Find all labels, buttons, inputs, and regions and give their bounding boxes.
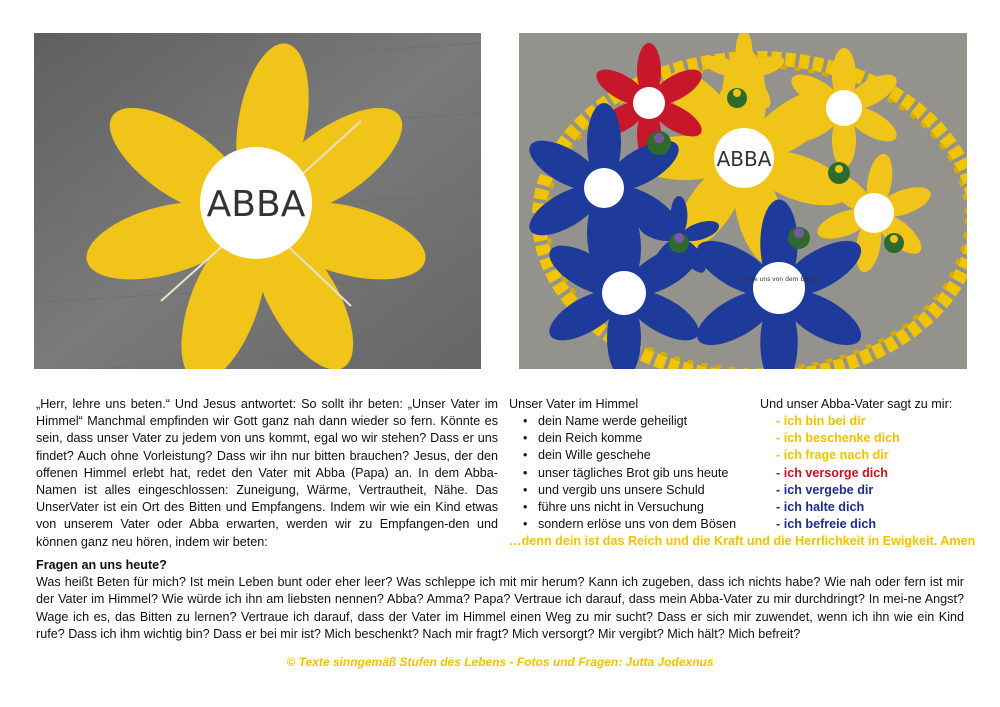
prayer-line-text: führe uns nicht in Versuchung [538,499,704,514]
prayer-ending: …denn dein ist das Reich und die Kraft und die Herrlichkeit in Ewigkeit. Amen [509,534,976,548]
abba-answer: - ich frage nach dir [776,448,889,463]
credit-line: © Texte sinngemäß Stufen des Lebens - Fotos und Fragen: Jutta Jodexnus [286,655,714,669]
abba-answer: - ich versorge dich [776,465,888,480]
prayer-heading: Unser Vater im Himmel [509,397,639,411]
abba-answer: - ich vergebe dir [776,482,874,497]
prayer-line-text: unser tägliches Brot gib uns heute [538,465,729,480]
questions-section [36,557,964,643]
prayer-line [509,482,969,499]
prayer-line-text: und vergib uns unsere Schuld [538,482,705,497]
photo-flower-circle [519,33,967,369]
prayer-line [509,499,969,516]
bullet-icon: • [523,431,528,446]
questions-heading: Fragen an uns heute? [36,558,167,572]
prayer-line [509,516,969,533]
prayer-line [509,430,969,447]
right-abba-label: ABBA [716,147,772,171]
questions-text: Was heißt Beten für mich? Ist mein Leben bunt oder eher leer? Was schleppe ich mit mir herum? Kann ich zugeben, dass ich nichts habe? Wie nah oder fern ist mir der Vater im Himmel? Wie würde ich ihn am liebsten nennen? Abba? Amma? Papa? Vertraue ich darauf, dass mein Abba-Vater zu mir durchdringt? In mei-ne Angst? Wage ich es, das Bitten zu lernen? Vertraue ich darauf, dass der Vater im Himmel einen Weg zu mir sucht? Dass er sich mir zuwendet, wenn ich ihn wie ein Kind rufe? Dass ich ihm wichtig bin? Dass er bei mir ist? Mich beschenkt? Nach mir fragt? Mich versorgt? Mir vergibt? Mich hält? Mich befreit? [36,575,964,641]
prayer-line-text: sondern erlöse uns von dem Bösen [538,517,737,532]
abba-answer: - ich bin bei dir [776,414,866,428]
bullet-icon: • [523,517,528,532]
bullet-icon: • [523,482,528,497]
abba-answer: - ich halte dich [776,499,865,514]
intro-text-block [36,396,498,551]
abba-answer: - ich beschenke dich [776,431,900,446]
abba-heading: Und unser Abba-Vater sagt zu mir: [760,397,953,411]
abba-answer: - ich befreie dich [776,517,877,532]
note-label: Erlöse uns von dem Bösen [739,276,819,283]
bullet-icon: • [523,448,528,463]
prayer-list [509,413,969,533]
prayer-line [509,465,969,482]
bullet-icon: • [523,414,528,428]
prayer-line [509,413,969,430]
bullet-icon: • [523,465,528,480]
bullet-icon: • [523,499,528,514]
photo-abba-flower [34,33,481,369]
prayer-line-text: dein Name werde geheiligt [538,414,688,428]
prayer-line-text: dein Reich komme [538,431,643,446]
abba-flower-label: ABBA [206,184,306,225]
prayer-line-text: dein Wille geschehe [538,448,651,463]
prayer-line [509,447,969,464]
intro-paragraph: „Herr, lehre uns beten.“ Und Jesus antwortet: So sollt ihr beten: „Unser Vater im Himmel“ Manchmal empfinden wir Gott ganz nah dann wieder so fern. Könnte es sein, dass unser Vater zu jedem von uns kommt, egal wo wir stehen? Dass er uns findet? Auch ohne Vorleistung? Dass wir ihn nur bitten brauchen? Jesus, der den offenen Himmel erlebt hat, redet den Vater mit Abba (Papa) an. In dem Abba-Namen ist alles eingeschlossen: Zuneigung, Wärme, Vertrautheit, Nähe. Das UnserVater ist ein Ort des Bitten und Empfangens. Indem wir wie ein Kind etwas von unserem Vater oder Abba erwarten, werden wir zu Empfangen-den und können ganz neu hören, indem wir beten: [36,397,498,549]
